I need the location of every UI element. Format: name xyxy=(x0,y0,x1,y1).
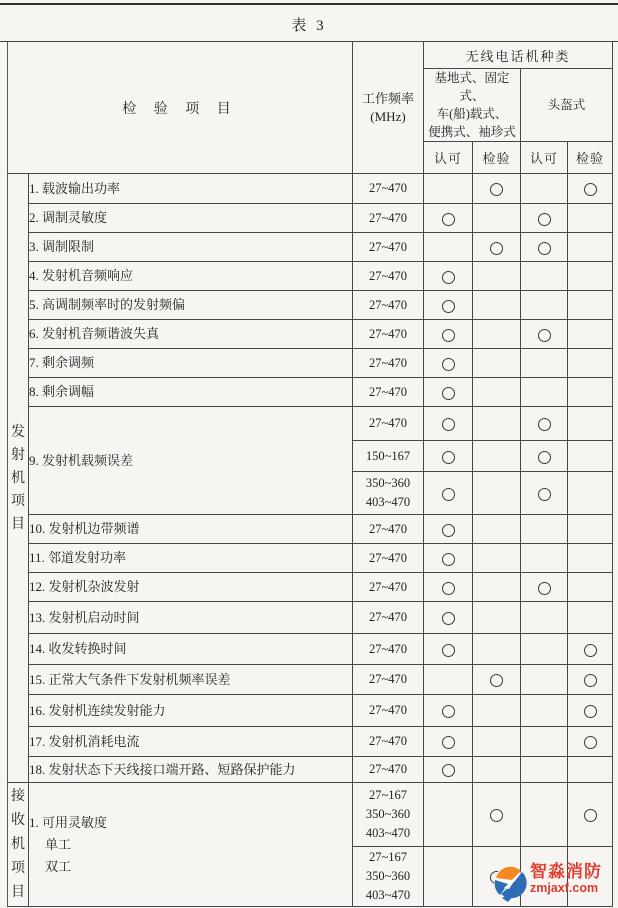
table-row xyxy=(8,204,613,233)
item-label: 14. 收发转换时间 xyxy=(29,641,127,656)
item-label: 2. 调制灵敏度 xyxy=(29,210,108,225)
frequency-range: 27~470 xyxy=(368,521,407,536)
mark-cell xyxy=(521,544,568,573)
mark-cell xyxy=(424,174,473,204)
mark-cell xyxy=(473,407,521,441)
mark-cell xyxy=(473,472,521,515)
applicable-circle-mark xyxy=(584,183,597,196)
section-label-char: 目 xyxy=(11,516,25,532)
mark-cell xyxy=(568,204,613,233)
frequency-cell xyxy=(353,757,424,783)
section-label-char: 项 xyxy=(11,860,25,876)
frequency-range: 27~470 xyxy=(368,610,407,624)
mark-cell xyxy=(424,847,473,907)
mark-cell xyxy=(521,378,568,407)
applicable-circle-mark xyxy=(538,329,551,342)
frequency-range: 403~470 xyxy=(365,826,411,840)
mark-cell xyxy=(521,349,568,378)
mark-cell xyxy=(521,515,568,544)
item-label: 3. 调制限制 xyxy=(29,239,95,254)
mark-cell xyxy=(424,665,473,695)
frequency-cell xyxy=(353,472,424,515)
table-row xyxy=(8,665,613,695)
applicable-circle-mark xyxy=(442,612,455,625)
mark-cell xyxy=(568,634,613,665)
frequency-range: 27~470 xyxy=(368,703,407,717)
mark-cell xyxy=(521,262,568,291)
section-label-char: 机 xyxy=(11,836,25,852)
mark-cell xyxy=(473,174,521,204)
mark-cell xyxy=(473,757,521,783)
frequency-range: 350~360 xyxy=(365,807,411,821)
frequency-cell xyxy=(353,634,424,665)
mark-cell xyxy=(473,349,521,378)
table-row xyxy=(8,291,613,320)
frequency-range: 27~470 xyxy=(368,355,407,370)
frequency-range: 27~470 xyxy=(368,762,407,776)
item-label: 7. 剩余调频 xyxy=(29,355,95,370)
item-cell xyxy=(29,665,353,695)
frequency-range: 27~470 xyxy=(368,734,407,748)
frequency-cell xyxy=(353,602,424,634)
frequency-range: 403~470 xyxy=(365,888,411,902)
mark-cell xyxy=(568,233,613,262)
applicable-circle-mark xyxy=(442,271,455,284)
section-label-char: 目 xyxy=(11,884,25,900)
mark-cell xyxy=(473,665,521,695)
applicable-circle-mark xyxy=(442,387,455,400)
applicable-circle-mark xyxy=(442,418,455,431)
table-row xyxy=(8,602,613,634)
mark-cell xyxy=(568,695,613,727)
applicable-circle-mark xyxy=(442,705,455,718)
frequency-range: 27~167 xyxy=(368,850,407,864)
mark-cell xyxy=(568,665,613,695)
applicable-circle-mark xyxy=(490,183,503,196)
applicable-circle-mark xyxy=(538,418,551,431)
frequency-cell xyxy=(353,204,424,233)
frequency-cell xyxy=(353,291,424,320)
frequency-cell xyxy=(353,174,424,204)
item-cell xyxy=(29,695,353,727)
applicable-circle-mark xyxy=(538,213,551,226)
applicable-circle-mark xyxy=(442,764,455,777)
item-label: 8. 剩余调幅 xyxy=(29,384,95,399)
frequency-cell xyxy=(353,515,424,544)
section-label-char: 机 xyxy=(11,470,25,486)
mark-cell xyxy=(424,695,473,727)
frequency-cell xyxy=(353,783,424,847)
section-label-char: 项 xyxy=(11,493,25,509)
mark-cell xyxy=(424,233,473,262)
mark-cell xyxy=(521,291,568,320)
mark-cell xyxy=(521,727,568,757)
mark-cell xyxy=(568,378,613,407)
frequency-range: 403~470 xyxy=(365,495,411,509)
item-label: 1. 载波输出功率 xyxy=(29,180,121,196)
mark-cell xyxy=(568,727,613,757)
item-cell xyxy=(29,407,353,515)
mark-cell xyxy=(473,320,521,349)
applicable-circle-mark xyxy=(442,488,455,501)
mark-cell xyxy=(473,291,521,320)
site-watermark xyxy=(492,862,602,902)
table-row xyxy=(8,695,613,727)
class1-line1: 基地式、固定式、 xyxy=(434,71,510,103)
frequency-cell xyxy=(353,573,424,602)
frequency-range: 27~470 xyxy=(368,326,407,341)
frequency-cell xyxy=(353,262,424,291)
header-class-helmet: 头盔式 xyxy=(521,69,613,142)
mark-cell xyxy=(521,665,568,695)
mark-cell xyxy=(473,783,521,847)
table-row xyxy=(8,349,613,378)
header-inspection-items: 检 验 项 目 xyxy=(8,42,353,174)
inspection-items-table xyxy=(7,41,613,907)
applicable-circle-mark xyxy=(584,644,597,657)
mark-cell xyxy=(424,544,473,573)
item-cell xyxy=(29,320,353,349)
table-row xyxy=(8,757,613,783)
item-label: 15. 正常大气条件下发射机频率误差 xyxy=(29,671,231,687)
mark-cell xyxy=(424,727,473,757)
header-row-1 xyxy=(8,42,613,69)
item-label: 1. 可用灵敏度 xyxy=(29,814,108,830)
section-label xyxy=(8,174,29,783)
watermark-brand-name: 智淼消防 xyxy=(530,862,602,881)
frequency-cell xyxy=(353,233,424,262)
frequency-range: 27~470 xyxy=(368,579,407,594)
mark-cell xyxy=(521,757,568,783)
class1-line2: 车(船)载式、 xyxy=(436,107,508,121)
header-class-base-fixed-vehicle xyxy=(424,69,521,142)
applicable-circle-mark xyxy=(490,809,503,822)
item-label: 18. 发射状态下天线接口端开路、短路保护能力 xyxy=(29,761,296,777)
mark-cell xyxy=(521,320,568,349)
mark-cell xyxy=(424,441,473,472)
header-approval-1: 认可 xyxy=(424,142,473,174)
watermark-logo-icon xyxy=(492,862,528,902)
mark-cell xyxy=(424,291,473,320)
frequency-cell xyxy=(353,665,424,695)
mark-cell xyxy=(568,407,613,441)
table-row xyxy=(8,727,613,757)
applicable-circle-mark xyxy=(538,582,551,595)
item-label: 17. 发射机消耗电流 xyxy=(29,733,140,749)
working-frequency-label: 工作频率 xyxy=(361,90,414,106)
item-sub-label: 双工 xyxy=(45,858,72,874)
applicable-circle-mark xyxy=(538,242,551,255)
item-cell xyxy=(29,544,353,573)
header-radiotelephone-types: 无线电话机种类 xyxy=(424,42,613,69)
mark-cell xyxy=(568,174,613,204)
header-inspection-2: 检验 xyxy=(568,142,613,174)
mark-cell xyxy=(473,727,521,757)
applicable-circle-mark xyxy=(490,242,503,255)
applicable-circle-mark xyxy=(442,451,455,464)
applicable-circle-mark xyxy=(442,736,455,749)
frequency-cell xyxy=(353,407,424,441)
mark-cell xyxy=(521,634,568,665)
applicable-circle-mark xyxy=(584,736,597,749)
mark-cell xyxy=(521,407,568,441)
frequency-range: 350~360 xyxy=(365,869,411,883)
applicable-circle-mark xyxy=(442,553,455,566)
frequency-range: 350~360 xyxy=(365,476,411,490)
watermark-url: zmjaxf.com xyxy=(530,881,599,895)
table-row xyxy=(8,573,613,602)
applicable-circle-mark xyxy=(442,644,455,657)
mark-cell xyxy=(521,602,568,634)
mark-cell xyxy=(568,783,613,847)
mark-cell xyxy=(568,441,613,472)
class1-line3: 便携式、袖珍式 xyxy=(428,125,516,139)
mark-cell xyxy=(473,441,521,472)
mark-cell xyxy=(424,634,473,665)
mark-cell xyxy=(568,602,613,634)
frequency-cell xyxy=(353,441,424,472)
mark-cell xyxy=(473,204,521,233)
mark-cell xyxy=(424,602,473,634)
mark-cell xyxy=(473,634,521,665)
frequency-range: 27~470 xyxy=(368,297,407,312)
item-cell xyxy=(29,757,353,783)
applicable-circle-mark xyxy=(442,358,455,371)
applicable-circle-mark xyxy=(538,451,551,464)
applicable-circle-mark xyxy=(442,524,455,537)
mark-cell xyxy=(473,233,521,262)
applicable-circle-mark xyxy=(442,582,455,595)
mark-cell xyxy=(568,757,613,783)
mark-cell xyxy=(473,262,521,291)
mark-cell xyxy=(424,573,473,602)
mark-cell xyxy=(568,291,613,320)
mark-cell xyxy=(424,320,473,349)
mark-cell xyxy=(424,407,473,441)
frequency-range: 27~470 xyxy=(368,641,407,656)
table-row xyxy=(8,378,613,407)
item-cell xyxy=(29,349,353,378)
frequency-cell xyxy=(353,727,424,757)
item-cell xyxy=(29,233,353,262)
table-row xyxy=(8,407,613,441)
frequency-range: 27~167 xyxy=(368,788,407,802)
frequency-range: 27~470 xyxy=(368,384,407,399)
item-cell xyxy=(29,783,353,907)
mark-cell xyxy=(424,783,473,847)
mark-cell xyxy=(568,515,613,544)
working-frequency-unit: (MHz) xyxy=(370,108,406,124)
frequency-cell xyxy=(353,847,424,907)
applicable-circle-mark xyxy=(584,674,597,687)
mark-cell xyxy=(473,544,521,573)
mark-cell xyxy=(473,695,521,727)
mark-cell xyxy=(424,757,473,783)
item-label: 13. 发射机启动时间 xyxy=(29,609,140,625)
section-label xyxy=(8,783,29,907)
mark-cell xyxy=(424,472,473,515)
mark-cell xyxy=(473,378,521,407)
item-cell xyxy=(29,515,353,544)
table-row xyxy=(8,320,613,349)
table-row xyxy=(8,174,613,204)
frequency-range: 27~470 xyxy=(368,210,407,225)
mark-cell xyxy=(424,349,473,378)
header-approval-2: 认可 xyxy=(521,142,568,174)
section-label-char: 接 xyxy=(11,788,25,804)
applicable-circle-mark xyxy=(584,809,597,822)
item-cell xyxy=(29,573,353,602)
item-cell xyxy=(29,602,353,634)
applicable-circle-mark xyxy=(538,488,551,501)
frequency-range: 150~167 xyxy=(365,448,411,463)
frequency-range: 27~470 xyxy=(368,416,407,430)
applicable-circle-mark xyxy=(442,300,455,313)
mark-cell xyxy=(521,573,568,602)
item-sub-label: 单工 xyxy=(45,836,72,852)
frequency-cell xyxy=(353,349,424,378)
table-title: 表 3 xyxy=(291,18,327,34)
section-label-char: 发 xyxy=(11,424,25,440)
item-cell xyxy=(29,291,353,320)
mark-cell xyxy=(473,602,521,634)
mark-cell xyxy=(568,262,613,291)
table-row xyxy=(8,544,613,573)
applicable-circle-mark xyxy=(490,674,503,687)
frequency-cell xyxy=(353,378,424,407)
frequency-range: 27~470 xyxy=(368,239,407,254)
mark-cell xyxy=(521,441,568,472)
header-inspection-1: 检验 xyxy=(473,142,521,174)
table-row xyxy=(8,783,613,847)
item-label: 16. 发射机连续发射能力 xyxy=(29,702,166,718)
applicable-circle-mark xyxy=(584,705,597,718)
mark-cell xyxy=(424,262,473,291)
mark-cell xyxy=(568,544,613,573)
item-cell xyxy=(29,204,353,233)
mark-cell xyxy=(521,233,568,262)
table-row xyxy=(8,515,613,544)
mark-cell xyxy=(424,378,473,407)
mark-cell xyxy=(568,320,613,349)
item-label: 9. 发射机载频误差 xyxy=(29,452,134,468)
table-row xyxy=(8,233,613,262)
item-label: 11. 邻道发射功率 xyxy=(29,550,127,565)
frequency-range: 27~470 xyxy=(368,181,407,195)
item-cell xyxy=(29,378,353,407)
mark-cell xyxy=(424,515,473,544)
item-cell xyxy=(29,727,353,757)
item-cell xyxy=(29,634,353,665)
item-cell xyxy=(29,174,353,204)
applicable-circle-mark xyxy=(442,213,455,226)
applicable-circle-mark xyxy=(442,329,455,342)
item-label: 10. 发射机边带频谱 xyxy=(29,521,140,536)
mark-cell xyxy=(473,573,521,602)
section-label-char: 射 xyxy=(11,447,25,463)
top-rule xyxy=(0,3,618,5)
mark-cell xyxy=(521,695,568,727)
table-row xyxy=(8,634,613,665)
mark-cell xyxy=(521,472,568,515)
mark-cell xyxy=(568,349,613,378)
item-label: 6. 发射机音频谐波失真 xyxy=(29,326,160,341)
frequency-cell xyxy=(353,695,424,727)
mark-cell xyxy=(424,204,473,233)
item-label: 4. 发射机音频响应 xyxy=(29,268,134,283)
mark-cell xyxy=(521,174,568,204)
section-label-char: 收 xyxy=(11,812,25,828)
mark-cell xyxy=(568,472,613,515)
frequency-range: 27~470 xyxy=(368,550,407,565)
item-label: 12. 发射机杂波发射 xyxy=(29,579,140,594)
frequency-cell xyxy=(353,544,424,573)
frequency-range: 27~470 xyxy=(368,672,407,686)
item-label: 5. 高调制频率时的发射频偏 xyxy=(29,297,186,312)
table-row xyxy=(8,262,613,291)
mark-cell xyxy=(521,204,568,233)
mark-cell xyxy=(473,515,521,544)
item-cell xyxy=(29,262,353,291)
frequency-cell xyxy=(353,320,424,349)
mark-cell xyxy=(568,573,613,602)
header-working-frequency xyxy=(353,42,424,174)
frequency-range: 27~470 xyxy=(368,268,407,283)
mark-cell xyxy=(521,783,568,847)
